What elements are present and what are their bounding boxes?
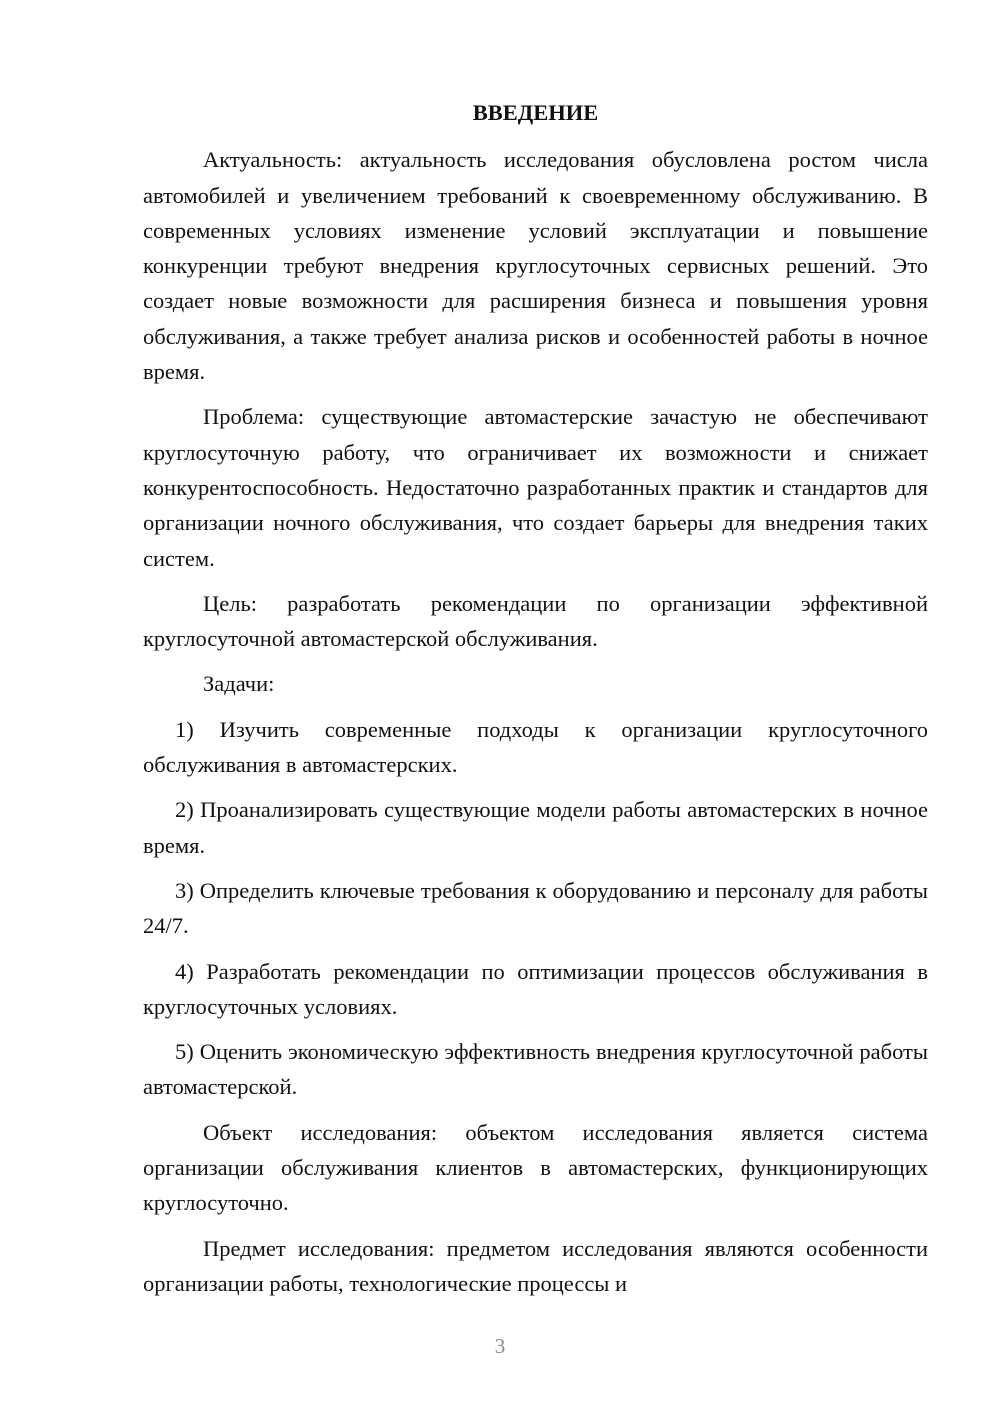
task-item-1: 1) Изучить современные подходы к организации круглосуточного обслуживания в автомастерских. — [143, 716, 928, 778]
paragraph-object: Объект исследования: объектом исследования является система организации обслуживания клиентов в автомастерских, функционирующих круглосуточно. — [143, 1119, 928, 1216]
paragraph-problem: Проблема: существующие автомастерские зачастую не обеспечивают круглосуточную работу, что ограничивает их возможности и снижает конкурентоспособность. Недостаточно разработанных практик и стандартов для организации ночного обслуживания, что создает барьеры для внедрения таких систем. — [143, 404, 928, 571]
task-item-2: 2) Проанализировать существующие модели работы автомастерских в ночное время. — [143, 797, 928, 858]
page-number: 3 — [494, 1334, 506, 1358]
section-title: ВВЕДЕНИЕ — [472, 100, 599, 125]
paragraph-relevance: Актуальность: актуальность исследования обусловлена ростом числа автомобилей и увеличением требований к своевременному обслуживанию. В современных условиях изменение условий эксплуатации и повышение конкуренции требуют внедрения круглосуточных сервисных решений. Это создает новые возможности для расширения бизнеса и повышения уровня обслуживания, а также требует анализа рисков и особенностей работы в ночное время. — [143, 147, 928, 385]
task-item-5: 5) Оценить экономическую эффективность внедрения круглосуточной работы автомастерской. — [143, 1039, 928, 1100]
paragraph-goal: Цель: разработать рекомендации по организации эффективной круглосуточной автомастерской обслуживания. — [143, 590, 928, 652]
task-item-4: 4) Разработать рекомендации по оптимизации процессов обслуживания в круглосуточных условиях. — [143, 958, 928, 1019]
page-content — [143, 95, 928, 1311]
paragraph-subject: Предмет исследования: предметом исследования являются особенности организации работы, технологические процессы и — [143, 1235, 928, 1296]
task-item-3: 3) Определить ключевые требования к оборудованию и персоналу для работы 24/7. — [143, 877, 928, 939]
paragraph-tasks-heading: Задачи: — [203, 671, 275, 697]
